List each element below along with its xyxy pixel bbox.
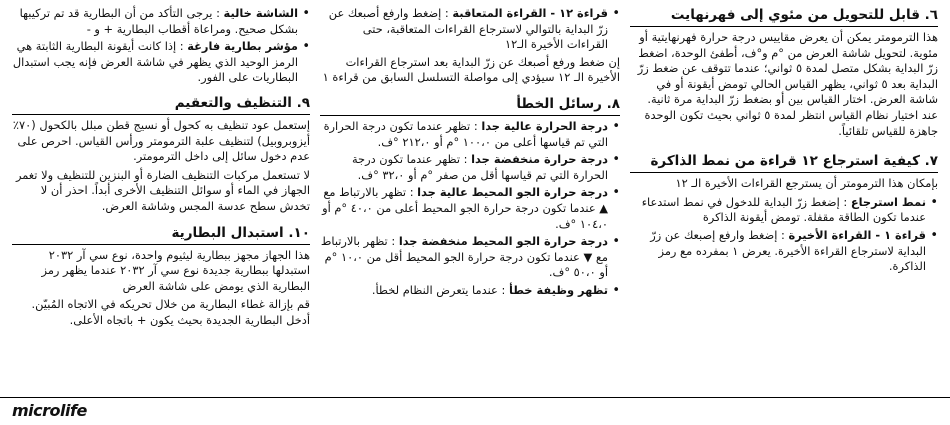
error-function-label: تظهر وظيفة خطأ xyxy=(508,282,608,297)
list-item xyxy=(12,6,310,37)
list-item xyxy=(12,39,310,86)
list-item xyxy=(630,228,938,275)
section-6-text: هذا الترمومتر يمكن أن يعرض مقاييس درجة حرارة فهرنهايتية أو مئوية. لتحويل شاشة العرض من °م و°ف، أطفئ الوحدة، اضغط زرّ البداية بشكل متصل لمدة ٥ ثواني؛ عندما تتوقف عن ضغط زرّ البداية بعد ٥ ثواني، يظهر القياس الحالي تومض أيقونة أو في شاشة العرض. اختار القياس بين أو بضغط زرّ البداية مرة ثانية. عند اختيار نظام القياس انتظر لمدة ٥ ثواني بحيث تكون الوحدة جاهزة للقياس تلقائياً. xyxy=(637,30,938,138)
recall-mode-label: نمط استرجاع xyxy=(850,194,926,209)
section-10-paragraph-1: هذا الجهاز مجهز ببطارية ليثيوم واحدة، نوع سي آر ٢٠٣٢ استبدلها ببطارية جديدة نوع سي آر ٢٠٣٢ عندما يظهر رمز البطارية الذي يومض على شاشة العرض xyxy=(41,247,310,293)
battery-status-list xyxy=(12,6,310,86)
section-10-paragraph-2: قم بإزالة غطاء البطارية من خلال تحريكه في الاتجاه المُبيّن. أدخل البطارية الجديدة بحيث يكون + باتجاه الأعلى. xyxy=(31,297,310,327)
list-item xyxy=(630,195,938,226)
reading-1-text: : إضغط وارفع إصبعك عن زرّ البداية لاسترجاع القراءة الأخيرة. يعرض ١ بمفرده مع رمز الذاكرة. xyxy=(650,227,926,274)
error-ambient-low-label: درجة حرارة الجو المحيط منخفضة جدا xyxy=(398,234,608,249)
footer-divider xyxy=(0,397,950,398)
blank-display-label: الشاشة خالية xyxy=(223,6,298,20)
brand-logo: microlife xyxy=(12,401,87,420)
section-9-title: ٩. التنظيف والتعقيم xyxy=(12,94,310,115)
reading-1-label: قراءة ١ - القراءة الأخيرة xyxy=(788,227,926,242)
error-ambient-low-text: : تظهر بالارتباط مع ▼ عندما تكون درجة حرارة الجو المحيط أقل من ١٠،٠ °م أو ٥٠،٠ °ف. xyxy=(320,234,608,280)
low-battery-text: : إذا كانت أيقونة البطارية الثابتة هي الرمز الوحيد الذي يظهر في شاشة العرض فإنه يجب استبدال البطاريات على الفور. xyxy=(12,39,298,85)
section-7-list xyxy=(630,195,938,275)
reading-12-continued: إن ضغط ورفع أصبعك عن زرّ البداية بعد استرجاع القراءات الأخيرة الـ ١٢ سيؤدي إلى مواصلة التسلسل السابق من قراءة ١ xyxy=(322,54,620,85)
list-item xyxy=(320,119,620,150)
reading-12-label: قراءة ١٢ - القراءة المتعاقبة xyxy=(452,6,608,20)
error-ambient-high-label: درجة حرارة الجو المحيط عالية جدا xyxy=(417,185,608,200)
section-7-title: ٧. كيفية استرجاع ١٢ قراءة من نمط الذاكرة xyxy=(630,152,938,173)
section-7-intro: بإمكان هذا الترمومتر أن يسترجع القراءات الأخيرة الـ ١٢ xyxy=(675,176,938,191)
section-9-paragraph-2: لا تستعمل مركبات التنظيف الضارة أو البنزين للتنظيف ولا تغمر الجهاز في الماء أو سوائل التنظيف الأخرى أبداً. احذر أن لا تخدش سطح عدسة المجس وشاشة العرض. xyxy=(15,167,310,213)
section-6-title: ٦. قابل للتحويل من مئوي إلى فهرنهايت xyxy=(630,6,938,27)
recall-mode-text: : إضغط زرّ البداية للدخول في نمط استدعاء عندما تكون الطاقة مقفلة. تومض أيقونة الذاكرة xyxy=(641,194,926,225)
error-low-temp-text: : تظهر عندما تكون درجة الحرارة التي تم قياسها أقل من صفر °م أو ٣٢،٠ °ف. xyxy=(351,152,608,182)
blank-display-text: : يرجى التأكد من أن البطارية قد تم تركيبها بشكل صحيح. ومراعاة أقطاب البطارية + و - xyxy=(19,6,298,36)
reading-12-text: : إضغط وارفع أصبعك عن زرّ البداية بالتوالي لاسترجاع القراءات المتعاقبة، حتى القراءات الأخيرة الـ١٢ xyxy=(328,6,608,52)
error-high-temp-text: : تظهر عندما تكون درجة الحرارة التي تم قياسها أعلى من ١٠٠،٠ °م أو ٢١٢،٠ °ف. xyxy=(323,118,608,149)
error-ambient-high-text: : تظهر بالارتباط مع ▲ عندما تكون درجة حرارة الجو المحيط أعلى من ٤٠،٠ °م أو ١٠٤،٠ °ف. xyxy=(322,185,608,231)
right-column xyxy=(630,6,938,277)
reading-12-list xyxy=(320,6,620,53)
section-9-paragraph-1: إستعمل عود تنظيف به كحول أو نسيج قطن مبلل بالكحول (٧٠٪ أيزوبروبيل) لتنظيف علبة الترمومتر ورأس القياس. احرص على عدم دخول سائل إلى داخل الترمومتر. xyxy=(12,117,310,164)
error-high-temp-label: درجة الحرارة عالية جدا xyxy=(481,118,608,133)
section-10-title: ١٠. استبدال البطارية xyxy=(12,224,310,245)
list-item xyxy=(320,6,620,53)
low-battery-label: مؤشر بطارية فارغة xyxy=(187,39,298,54)
list-item xyxy=(320,234,620,281)
list-item xyxy=(320,185,620,232)
error-function-text: : عندما يتعرض النظام لخطأ. xyxy=(371,282,506,297)
left-column xyxy=(12,6,310,332)
middle-column xyxy=(320,6,620,301)
error-low-temp-label: درجة حرارة منخفضة جدا xyxy=(471,152,608,167)
list-item xyxy=(320,152,620,183)
section-8-title: ٨. رسائل الخطأ xyxy=(320,95,620,116)
error-messages-list xyxy=(320,119,620,299)
list-item xyxy=(320,283,620,299)
